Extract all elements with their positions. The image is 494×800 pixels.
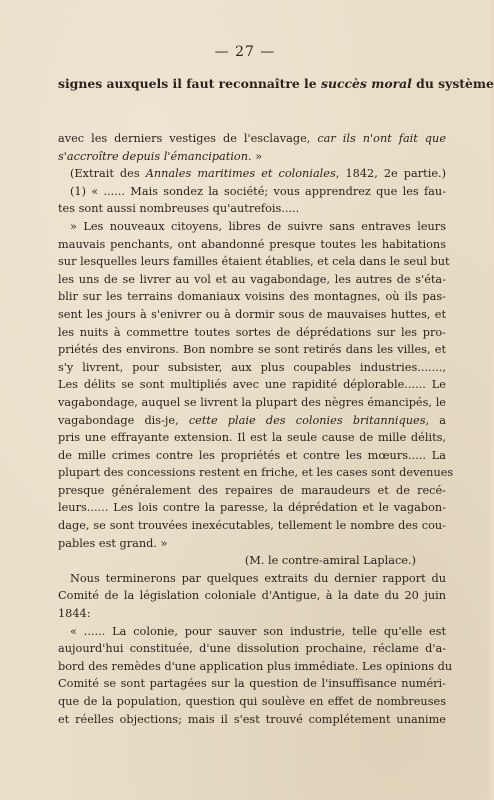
text-line	[58, 447, 446, 465]
line-text: dage, se sont trouvées inexécutables, tellement le nombre des cou-	[58, 519, 446, 533]
text-line	[58, 271, 446, 289]
text-line	[58, 640, 446, 658]
text-line	[58, 288, 446, 306]
text-line	[58, 359, 446, 377]
line-text: les uns de se livrer au vol et au vagabondage, les autres de s'éta-	[58, 272, 446, 286]
line-text: que de la population, question qui soulève en effet de nombreuses	[58, 695, 446, 708]
line-text: plupart des concessions restent en friche, et les cases sont devenues	[58, 466, 454, 480]
line-text: pables est grand. »	[58, 536, 168, 550]
text-line	[58, 499, 446, 517]
line-text: Les délits se sont multipliés avec une rapidité déplorable...... Le	[58, 378, 446, 392]
text-line	[58, 711, 446, 729]
text-line	[58, 570, 446, 588]
text-line	[58, 429, 446, 447]
text-line	[58, 183, 446, 201]
line-text: « ...... La colonie, pour sauver son industrie, telle qu'elle est	[70, 624, 446, 638]
text-line	[58, 605, 446, 623]
line-text: les nuits à commettre toutes sortes de déprédations sur les pro-	[58, 325, 446, 339]
text-line	[58, 74, 494, 94]
text-line	[58, 165, 446, 183]
line-text: s'y livrent, pour subsister, aux plus coupables industries.......,	[58, 360, 446, 374]
line-text: sur lesquelles leurs familles étaient établies, et cela dans le seul but	[58, 255, 450, 269]
text-line	[58, 324, 446, 342]
text-line	[58, 658, 453, 676]
line-text: presque généralement des repaires de maraudeurs et de recé-	[58, 483, 446, 497]
italic-text: Annales maritimes et coloniales	[145, 167, 336, 181]
line-text: (Extrait des	[70, 167, 146, 181]
main-text	[58, 74, 494, 94]
line-text: vagabondage dis-je,	[58, 413, 189, 427]
line-text: , 1842, 2e partie.)	[335, 167, 447, 181]
text-line	[58, 517, 446, 535]
line-text: (M. le contre-amiral Laplace.)	[244, 554, 416, 568]
text-line	[58, 394, 446, 412]
line-text: Nous terminerons par quelques extraits du dernier rapport du	[70, 571, 446, 585]
line-text: et réelles objections; mais il s'est trouvé complétement unanime	[58, 712, 446, 726]
text-line	[58, 623, 446, 641]
line-text: tes sont aussi nombreuses qu'autrefois.....	[58, 202, 300, 216]
line-text: bord des remèdes d'une application plus immédiate. Les opinions du	[58, 659, 453, 673]
line-text: avec les derniers vestiges de l'esclavage,	[58, 132, 318, 145]
text-line	[58, 236, 446, 254]
line-text: de mille crimes contre les propriétés et contre les mœurs..... La	[58, 448, 446, 462]
text-line	[58, 464, 454, 482]
text-line	[58, 200, 446, 218]
line-text: blir sur les terrains domaniaux voisins des montagnes, où ils pas-	[58, 290, 446, 304]
line-text: »	[251, 149, 263, 163]
italic-text: car ils n'ont fait que	[317, 132, 447, 145]
text-line	[58, 253, 450, 271]
line-text: vagabondage, auquel se livrent la plupart des nègres émancipés, le	[58, 395, 446, 409]
footnote-text	[58, 130, 454, 728]
text-line	[58, 552, 446, 570]
line-text: signes auxquels il faut reconnaître le	[58, 76, 321, 91]
line-text: » Les nouveaux citoyens, libres de suivre sans entraves leurs	[70, 219, 446, 233]
text-line	[58, 675, 446, 693]
text-line	[58, 376, 446, 394]
line-text: du système	[411, 76, 494, 91]
italic-text: cette plaie des colonies britanniques	[188, 413, 426, 427]
line-text: 1844:	[58, 607, 91, 621]
line-text: priétés des environs. Bon nombre se sont retirés dans les villes, et	[58, 343, 446, 357]
line-text: leurs...... Les lois contre la paresse, la déprédation et le vagabon-	[58, 501, 446, 515]
text-line	[58, 482, 446, 500]
text-line	[58, 341, 446, 359]
page-number: — 27 —	[214, 44, 276, 60]
text-line	[58, 412, 446, 430]
line-text: Comité se sont partagées sur la question de l'insuffisance numéri-	[58, 677, 446, 691]
italic-text: succès moral	[320, 76, 412, 91]
italic-text: s'accroître depuis l'émancipation.	[58, 149, 252, 163]
line-text: mauvais penchants, ont abandonné presque toutes les habitations	[58, 237, 446, 251]
line-text: (1) « ...... Mais sondez la société; vous apprendrez que les fau-	[70, 184, 446, 198]
text-line	[58, 535, 446, 553]
text-line	[58, 306, 446, 324]
line-text: sent les jours à s'enivrer ou à dormir sous de mauvaises huttes, et	[58, 307, 446, 321]
text-line	[58, 587, 446, 605]
line-text: Comité de la législation coloniale d'Antigue, à la date du 20 juin	[58, 589, 446, 603]
text-line	[58, 130, 446, 148]
text-line	[58, 693, 446, 711]
line-text: , a	[425, 413, 446, 427]
text-line	[58, 218, 446, 236]
line-text: pris une effrayante extension. Il est la seule cause de mille délits,	[58, 431, 446, 445]
text-line	[58, 148, 446, 166]
line-text: aujourd'hui constituée, d'une dissolution prochaine, réclame d'a-	[58, 642, 446, 656]
